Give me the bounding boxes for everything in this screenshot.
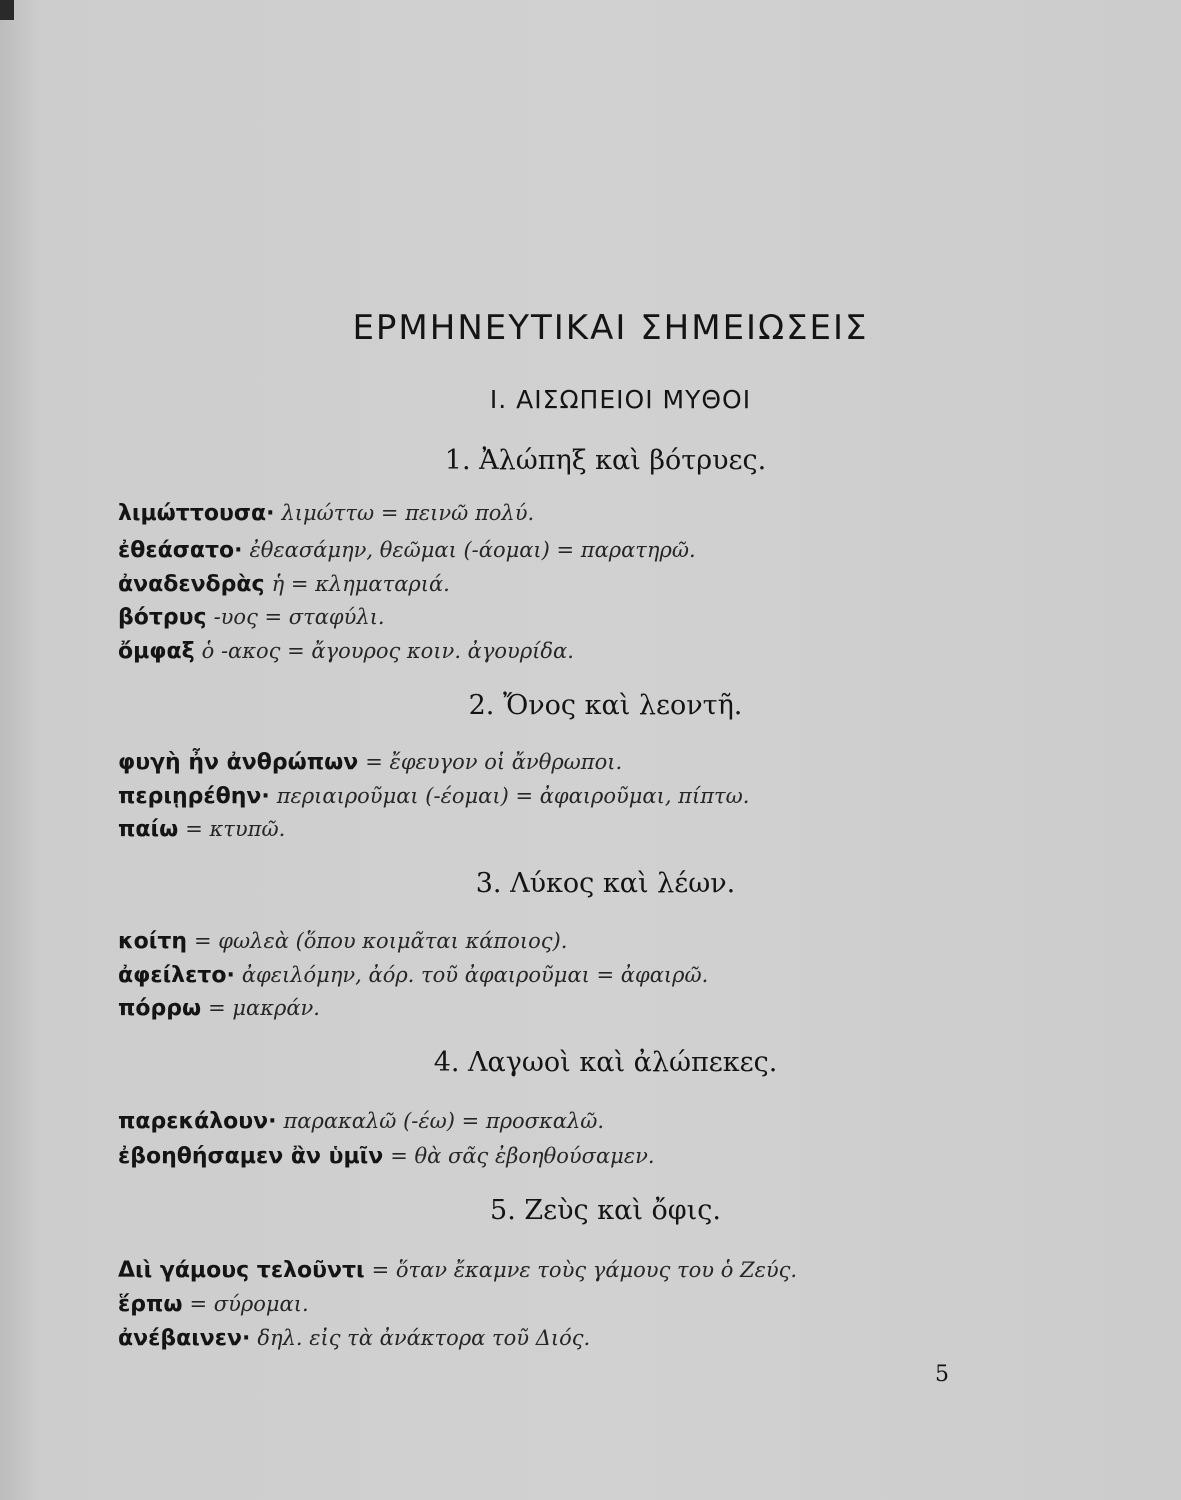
entry-definition: = φωλεὰ (ὅπου κοιμᾶται κάποιος). bbox=[194, 929, 568, 953]
entry-definition: ἀφειλόμην, ἀόρ. τοῦ ἀφαιροῦμαι = ἀφαιρῶ. bbox=[241, 963, 709, 987]
entry-definition: -υος = σταφύλι. bbox=[213, 605, 385, 629]
entry-definition: παρακαλῶ (-έω) = προσκαλῶ. bbox=[283, 1109, 605, 1133]
entry-term: φυγὴ ἦν ἀνθρώπων bbox=[118, 750, 359, 775]
entry-term: πόρρω bbox=[118, 996, 202, 1021]
entry-definition: ἐθεασάμην, θεῶμαι (-άομαι) = παρατηρῶ. bbox=[249, 538, 696, 562]
entry-definition: ὁ -ακος = ἄγουρος κοιν. ἀγουρίδα. bbox=[201, 639, 574, 663]
entry bbox=[118, 747, 622, 778]
entry-definition: = ἔφευγον οἱ ἄνθρωποι. bbox=[365, 750, 623, 774]
entry-definition: = θὰ σᾶς ἐβοηθούσαμεν. bbox=[390, 1144, 655, 1168]
entry bbox=[118, 1255, 797, 1286]
entry-term: ἀφείλετο· bbox=[118, 963, 235, 988]
section-heading-5: 5. Ζεὺς καὶ ὄφις. bbox=[490, 1195, 721, 1226]
section-heading-2: 2. Ὄνος καὶ λεοντῆ. bbox=[468, 690, 743, 721]
entry-definition: = ὅταν ἔκαμνε τοὺς γάμους του ὁ Ζεύς. bbox=[371, 1258, 798, 1282]
entry bbox=[118, 535, 696, 566]
entry-term: ἕρπω bbox=[118, 1292, 183, 1317]
entry-definition: = σύρομαι. bbox=[189, 1292, 309, 1316]
entry bbox=[118, 960, 708, 991]
entry-term: ὄμφαξ bbox=[118, 639, 195, 664]
entry-term: ἐθεάσατο· bbox=[118, 538, 243, 563]
entry-term: ἀναδενδρὰς bbox=[118, 572, 265, 597]
entry-term: κοίτη bbox=[118, 929, 188, 954]
entry-definition: περιαιροῦμαι (-έομαι) = ἀφαιροῦμαι, πίπτω. bbox=[276, 784, 750, 808]
entry bbox=[118, 993, 320, 1024]
section-heading-1: 1. Ἀλώπηξ καὶ βότρυες. bbox=[444, 445, 767, 476]
entry bbox=[118, 602, 385, 633]
entry-term: περιῃρέθην· bbox=[118, 784, 270, 809]
entry-term: παρεκάλουν· bbox=[118, 1109, 277, 1134]
entry bbox=[118, 498, 534, 529]
entry bbox=[118, 1106, 604, 1137]
page-title: ΕΡΜΗΝΕΥΤΙΚΑΙ ΣΗΜΕΙΩΣΕΙΣ bbox=[352, 308, 869, 348]
entry-term: ἐβοηθήσαμεν ἂν ὑμῖν bbox=[118, 1144, 384, 1169]
section-heading-4: 4. Λαγωοὶ καὶ ἀλώπεκες. bbox=[433, 1047, 778, 1078]
entry bbox=[118, 1141, 655, 1172]
entry bbox=[118, 814, 285, 845]
entry-definition: λιμώττω = πεινῶ πολύ. bbox=[281, 501, 535, 525]
entry-term: παίω bbox=[118, 817, 179, 842]
entry bbox=[118, 1323, 590, 1354]
page-number: 5 bbox=[935, 1362, 949, 1387]
entry-term: ἀνέβαινεν· bbox=[118, 1326, 251, 1351]
entry-definition: δηλ. εἰς τὰ ἀνάκτορα τοῦ Διός. bbox=[257, 1326, 591, 1350]
entry bbox=[118, 1289, 309, 1320]
entry-term: Διὶ γάμους τελοῦντι bbox=[118, 1258, 365, 1283]
scan-edge-mark bbox=[0, 0, 14, 20]
subtitle: I. ΑΙΣΩΠΕΙΟΙ ΜΥΘΟΙ bbox=[489, 385, 752, 414]
entry bbox=[118, 569, 450, 600]
entry-definition: = μακράν. bbox=[208, 996, 320, 1020]
entry-definition: = κτυπῶ. bbox=[185, 817, 286, 841]
entry bbox=[118, 926, 567, 957]
entry-definition: ἡ = κληματαριά. bbox=[271, 572, 450, 596]
entry bbox=[118, 781, 749, 812]
entry bbox=[118, 636, 574, 667]
entry-term: λιμώττουσα· bbox=[118, 501, 275, 526]
entry-term: βότρυς bbox=[118, 605, 207, 630]
section-heading-3: 3. Λύκος καὶ λέων. bbox=[475, 868, 736, 899]
